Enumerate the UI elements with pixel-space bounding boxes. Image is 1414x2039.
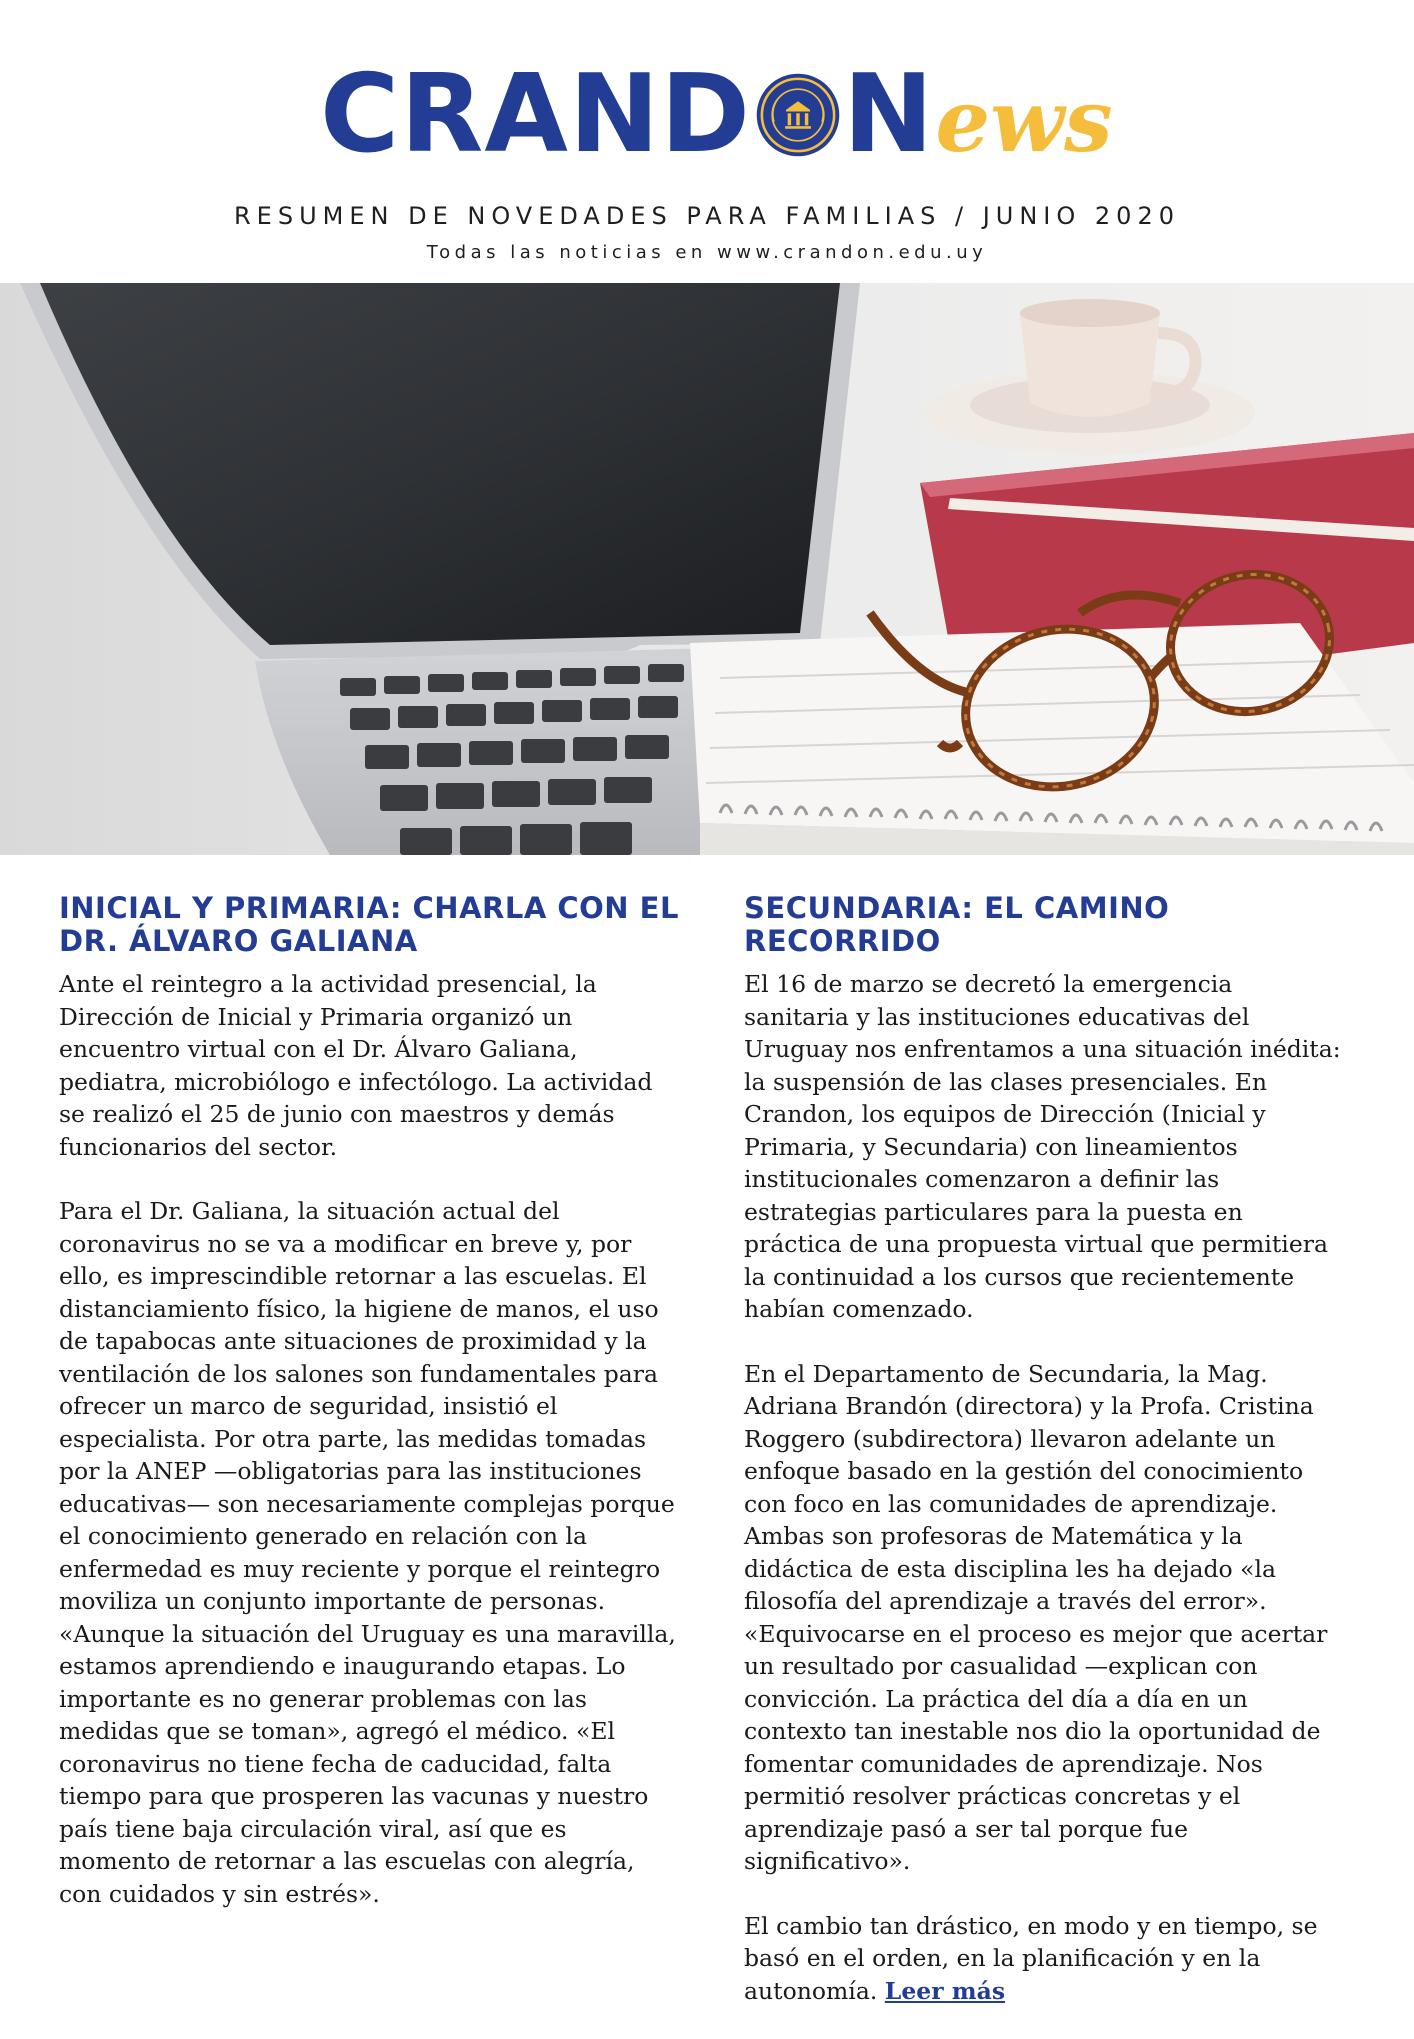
article-paragraph-text: El cambio tan drástico, en modo y en tiempo, se basó en el orden, en la planificación y en la autonomía.: [744, 1911, 1318, 2005]
laptop-notebook-glasses-coffee-photo: [0, 283, 1414, 855]
article-paragraph-last: [744, 1910, 1344, 2008]
website-tagline: Todas las noticias en www.crandon.edu.uy: [426, 242, 988, 263]
article-headline: SECUNDARIA: EL CAMINO RECORRIDO: [744, 891, 1170, 958]
read-more-link[interactable]: Leer más: [884, 1976, 1006, 2005]
logo-text-n: N: [843, 52, 934, 177]
article-inicial-primaria: [59, 892, 681, 1942]
masthead: [0, 52, 1414, 177]
crandon-news-logo: [320, 52, 1113, 177]
school-crest-icon: [755, 72, 841, 158]
newsletter-subtitle: RESUMEN DE NOVEDADES PARA FAMILIAS / JUNIO 2020: [234, 202, 1180, 230]
hero-photo: [0, 283, 1414, 855]
article-paragraph: Para el Dr. Galiana, la situación actual del coronavirus no se va a modificar en breve y, por ello, es imprescindible retornar a las escuelas. El distanciamiento físico, la higiene de manos, el uso de tapabocas ante situaciones de proximidad y la ventilación de los salones son fundamentales para ofrecer un marco de seguridad, insistió el especialista. Por otra parte, las medidas tomadas por la ANEP —obligatorias para las instituciones educativas— son necesariamente complejas porque el conocimiento generado en relación con la enfermedad es muy reciente y porque el reintegro moviliza un conjunto importante de personas. «Aunque la situación del Uruguay es una maravilla, estamos aprendiendo e inaugurando etapas. Lo importante es no generar problemas con las medidas que se toman», agregó el médico. «El coronavirus no tiene fecha de caducidad, falta tiempo para que prosperen las vacunas y nuestro país tiene baja circulación viral, así que es momento de retornar a las escuelas con alegría, con cuidados y sin estrés».: [59, 1197, 676, 1908]
article-paragraph: Ante el reintegro a la actividad presencial, la Dirección de Inicial y Primaria organizó un encuentro virtual con el Dr. Álvaro Galiana, pediatra, microbiólogo e infectólogo. La actividad se realizó el 25 de junio con maestros y demás funcionarios del sector.: [59, 970, 653, 1161]
article-headline: INICIAL Y PRIMARIA: CHARLA CON EL DR. ÁLVARO GALIANA: [59, 891, 679, 958]
logo-text-crand: CRAND: [320, 52, 752, 177]
article-secundaria: [744, 892, 1344, 2039]
logo-text-ews: ews: [935, 71, 1113, 172]
article-paragraph: En el Departamento de Secundaria, la Mag. Adriana Brandón (directora) y la Profa. Cristina Roggero (subdirectora) llevaron adelante un enfoque basado en la gestión del conocimiento con foco en las comunidades de aprendizaje. Ambas son profesoras de Matemática y la didáctica de esta disciplina les ha dejado «la filosofía del aprendizaje a través del error». «Equivocarse en el proceso es mejor que acertar un resultado por casualidad —explican con convicción. La práctica del día a día en un contexto tan inestable nos dio la oportunidad de fomentar comunidades de aprendizaje. Nos permitió resolver prácticas concretas y el aprendizaje pasó a ser tal porque fue significativo».: [744, 1359, 1328, 1875]
article-paragraph: El 16 de marzo se decretó la emergencia sanitaria y las instituciones educativas del Uruguay nos enfrentamos a una situación inédita: la suspensión de las clases presenciales. En Crandon, los equipos de Dirección (Inicial y Primaria, y Secundaria) con lineamientos institucionales comenzaron a definir las estrategias particulares para la puesta en práctica de una propuesta virtual que permitiera la continuidad a los cursos que recientemente habían comenzado.: [744, 970, 1341, 1323]
